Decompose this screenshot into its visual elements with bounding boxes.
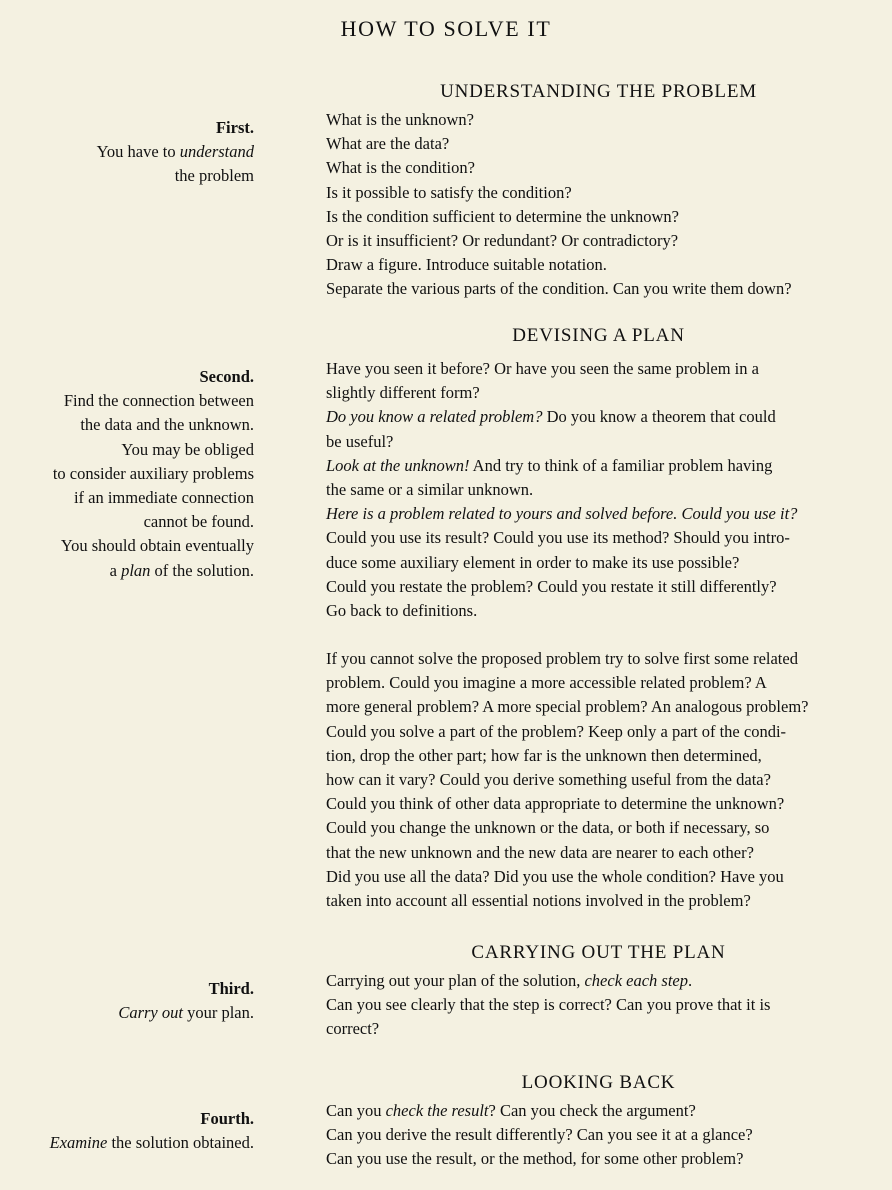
text-segment: Could you restate the problem? Could you restate it still differently? [326,576,777,596]
emphasis-text: understand [179,142,254,162]
step-fourth [4,1107,254,1155]
text-line [326,720,886,744]
text-line [4,486,254,510]
emphasis-text: Examine [49,1133,108,1153]
text-segment: Is it possible to satisfy the condition? [326,182,572,202]
step-description-first [4,140,254,188]
emphasis-text: check each step [584,971,688,990]
text-line [4,510,254,534]
text-segment: Could you use its result? Could you use its method? Should you intro- [326,528,790,548]
text-line [326,108,886,132]
text-line [326,229,886,253]
step-first [4,116,254,189]
step-label-second: Second. [199,367,254,386]
text-segment: What are the data? [326,134,450,154]
text-line [326,647,886,671]
text-segment: duce some auxiliary element in order to make its use possible? [326,552,740,572]
text-line [4,140,254,164]
text-segment: Or is it insufficient? Or redundant? Or contradictory? [326,231,679,251]
step-second [4,365,254,583]
text-segment: What is the condition? [326,158,475,178]
text-line [326,993,886,1017]
text-segment: the same or a similar unknown. [326,480,534,500]
text-segment: that the new unknown and the new data are nearer to each other? [326,842,754,862]
text-line [326,768,886,792]
step-description-third [4,1001,254,1025]
text-line [326,132,886,156]
text-segment: Is the condition sufficient to determine the unknown? [326,206,679,226]
text-segment: And try to think of a familiar problem having [469,455,773,475]
text-line [326,357,886,381]
text-line [4,559,254,583]
text-line [326,405,886,429]
text-line [326,205,886,229]
text-segment: problem. Could you imagine a more accessible related problem? A [326,673,767,693]
text-segment: Could you think of other data appropriate to determine the unknown? [326,794,785,814]
text-segment: Can you derive the result differently? Can you see it at a glance? [326,1125,753,1145]
section-heading-carrying: CARRYING OUT THE PLAN [471,942,726,963]
text-segment: Can you see clearly that the step is correct? Can you prove that it is [326,995,771,1015]
text-segment: the data and the unknown. [80,415,254,435]
text-line [326,1147,886,1171]
text-segment: Find the connection between [63,391,254,411]
text-segment: Can you [326,1101,386,1120]
emphasis-text: plan [121,560,151,580]
emphasis-text: Carry out [118,1003,183,1023]
questions-devising-related [326,647,886,913]
text-line [326,695,886,719]
text-line [4,1001,254,1025]
text-segment: ? Can you check the argument? [488,1101,696,1120]
text-line [4,413,254,437]
step-label-first: First. [215,118,254,137]
text-segment: Draw a figure. Introduce suitable notation. [326,255,607,275]
text-segment: . [688,971,693,990]
text-line [326,253,886,277]
text-segment: the problem [174,166,254,186]
text-line [326,454,886,478]
page-title: HOW TO SOLVE IT [340,16,552,41]
text-segment: if an immediate connection [73,488,254,508]
text-segment: slightly different form? [326,383,480,403]
text-line [326,841,886,865]
questions-understanding [326,108,886,302]
text-line [326,889,886,913]
text-line [326,502,886,526]
text-segment: Have you seen it before? Or have you seen the same problem in a [326,359,759,378]
text-segment: tion, drop the other part; how far is the unknown then determined, [326,745,762,765]
text-segment: If you cannot solve the proposed problem try to solve first some related [326,649,798,668]
text-segment: Carrying out your plan of the solution, [326,971,585,990]
text-line [326,181,886,205]
text-line [326,1123,886,1147]
text-line [326,551,886,575]
step-description-fourth [4,1131,254,1155]
text-line [326,671,886,695]
step-label-third: Third. [208,979,254,998]
text-segment: a [109,560,122,580]
emphasis-text: Look at the unknown! [326,455,470,475]
section-heading-looking: LOOKING BACK [521,1072,676,1093]
text-line [4,389,254,413]
text-segment: Separate the various parts of the condition. Can you write them down? [326,279,792,299]
text-segment: taken into account all essential notions involved in the problem? [326,891,751,911]
step-label-fourth: Fourth. [200,1109,254,1128]
text-line [4,438,254,462]
text-line [326,969,886,993]
text-line [326,599,886,623]
text-line [326,156,886,180]
emphasis-text: Do you know a related problem? [326,407,543,427]
text-segment: You may be obliged [121,439,254,459]
text-segment: your plan. [182,1003,254,1023]
text-segment: Did you use all the data? Did you use the whole condition? Have you [326,866,784,886]
text-line [326,1099,886,1123]
text-segment: Could you change the unknown or the data, or both if necessary, so [326,818,770,838]
text-segment: correct? [326,1019,380,1039]
text-line [326,744,886,768]
text-line [4,534,254,558]
text-line [326,575,886,599]
step-third [4,977,254,1025]
text-segment: You should obtain eventually [60,536,254,556]
text-line [326,478,886,502]
questions-devising [326,357,886,623]
text-segment: Do you know a theorem that could [542,407,776,427]
text-segment: the solution obtained. [107,1133,254,1153]
text-segment: more general problem? A more special problem? An analogous problem? [326,697,809,717]
text-segment: how can it vary? Could you derive something useful from the data? [326,770,771,790]
section-heading-devising: DEVISING A PLAN [512,325,685,346]
text-segment: What is the unknown? [326,110,475,129]
text-line [4,1131,254,1155]
text-line [326,816,886,840]
questions-looking [326,1099,886,1172]
text-line [326,792,886,816]
step-description-second [4,389,254,583]
text-line [326,1017,886,1041]
text-line [326,381,886,405]
text-segment: of the solution. [150,560,254,580]
text-line [4,462,254,486]
questions-carrying [326,969,886,1042]
section-heading-understanding: UNDERSTANDING THE PROBLEM [440,81,757,102]
text-segment: cannot be found. [143,512,254,532]
text-segment: to consider auxiliary problems [52,463,254,483]
emphasis-text: check the result [385,1101,489,1120]
text-segment: Go back to definitions. [326,601,478,621]
emphasis-text: Here is a problem related to yours and solved before. Could you use it? [326,504,798,524]
text-line [326,430,886,454]
text-line [4,164,254,188]
text-segment: be useful? [326,431,394,451]
text-line [326,865,886,889]
text-segment: Can you use the result, or the method, for some other problem? [326,1149,744,1169]
text-line [326,526,886,550]
text-segment: You have to [96,142,180,162]
text-line [326,277,886,301]
text-segment: Could you solve a part of the problem? Keep only a part of the condi- [326,721,787,741]
